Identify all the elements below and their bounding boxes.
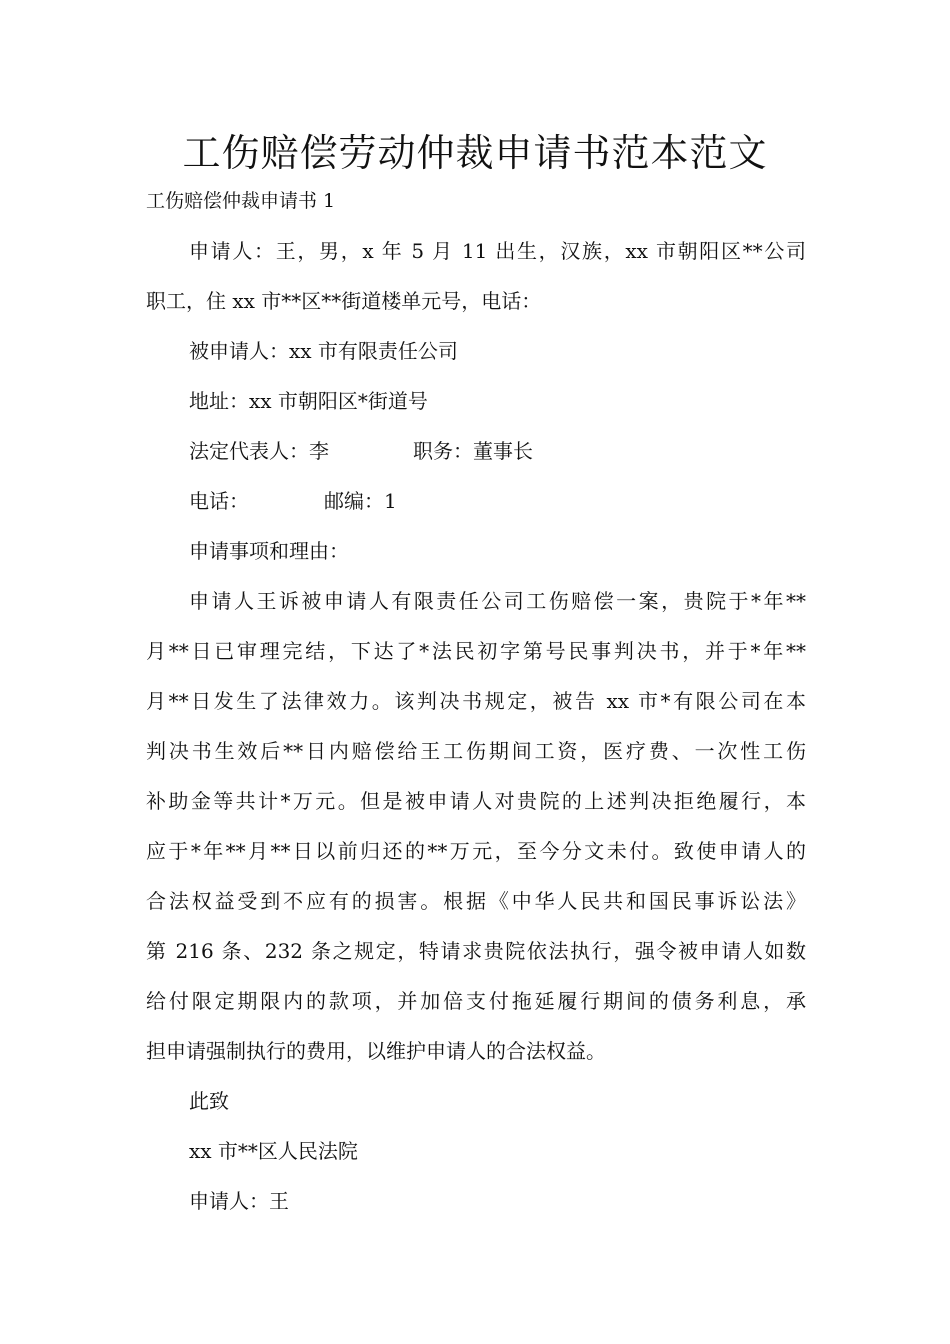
position-line: 职务：董事长 — [413, 439, 533, 463]
document-title: 工伤赔偿劳动仲裁申请书范本范文 — [182, 131, 768, 175]
body-line: 第 216 条、232 条之规定，特请求贵院依法执行，强令被申请人如数 — [146, 939, 806, 963]
respondent-line: 被申请人：xx 市有限责任公司 — [189, 339, 458, 363]
body-line: 给付限定期限内的款项，并加倍支付拖延履行期间的债务利息，承 — [146, 989, 806, 1013]
postcode-line: 邮编：1 — [324, 489, 397, 513]
matters-heading: 申请事项和理由： — [189, 539, 349, 563]
body-line: 判决书生效后**日内赔偿给王工伤期间工资，医疗费、一次性工伤 — [146, 739, 806, 763]
body-line: 合法权益受到不应有的损害。根据《中华人民共和国民事诉讼法》 — [146, 889, 806, 913]
court-line: xx 市**区人民法院 — [189, 1139, 358, 1163]
body-line: 月**日发生了法律效力。该判决书规定，被告 xx 市*有限公司在本 — [146, 689, 806, 713]
body-line: 补助金等共计*万元。但是被申请人对贵院的上述判决拒绝履行，本 — [146, 789, 806, 813]
phone-line: 电话： — [189, 489, 249, 513]
applicant-line-1: 申请人：王，男，x 年 5 月 11 出生，汉族，xx 市朝阳区**公司 — [189, 239, 806, 263]
signature-line: 申请人：王 — [189, 1189, 289, 1213]
closing-line: 此致 — [189, 1089, 229, 1113]
body-line: 应于*年**月**日以前归还的**万元，至今分文未付。致使申请人的 — [146, 839, 806, 863]
body-line: 月**日已审理完结，下达了*法民初字第号民事判决书，并于*年** — [146, 639, 806, 663]
applicant-line-2: 职工，住 xx 市**区**街道楼单元号，电话： — [146, 289, 542, 313]
legal-rep-line: 法定代表人：李 — [189, 439, 329, 463]
address-line: 地址：xx 市朝阳区*街道号 — [189, 389, 428, 413]
document-subtitle: 工伤赔偿仲裁申请书 1 — [146, 190, 336, 212]
body-line: 担申请强制执行的费用，以维护申请人的合法权益。 — [146, 1039, 606, 1063]
body-line: 申请人王诉被申请人有限责任公司工伤赔偿一案，贵院于*年** — [189, 589, 806, 613]
